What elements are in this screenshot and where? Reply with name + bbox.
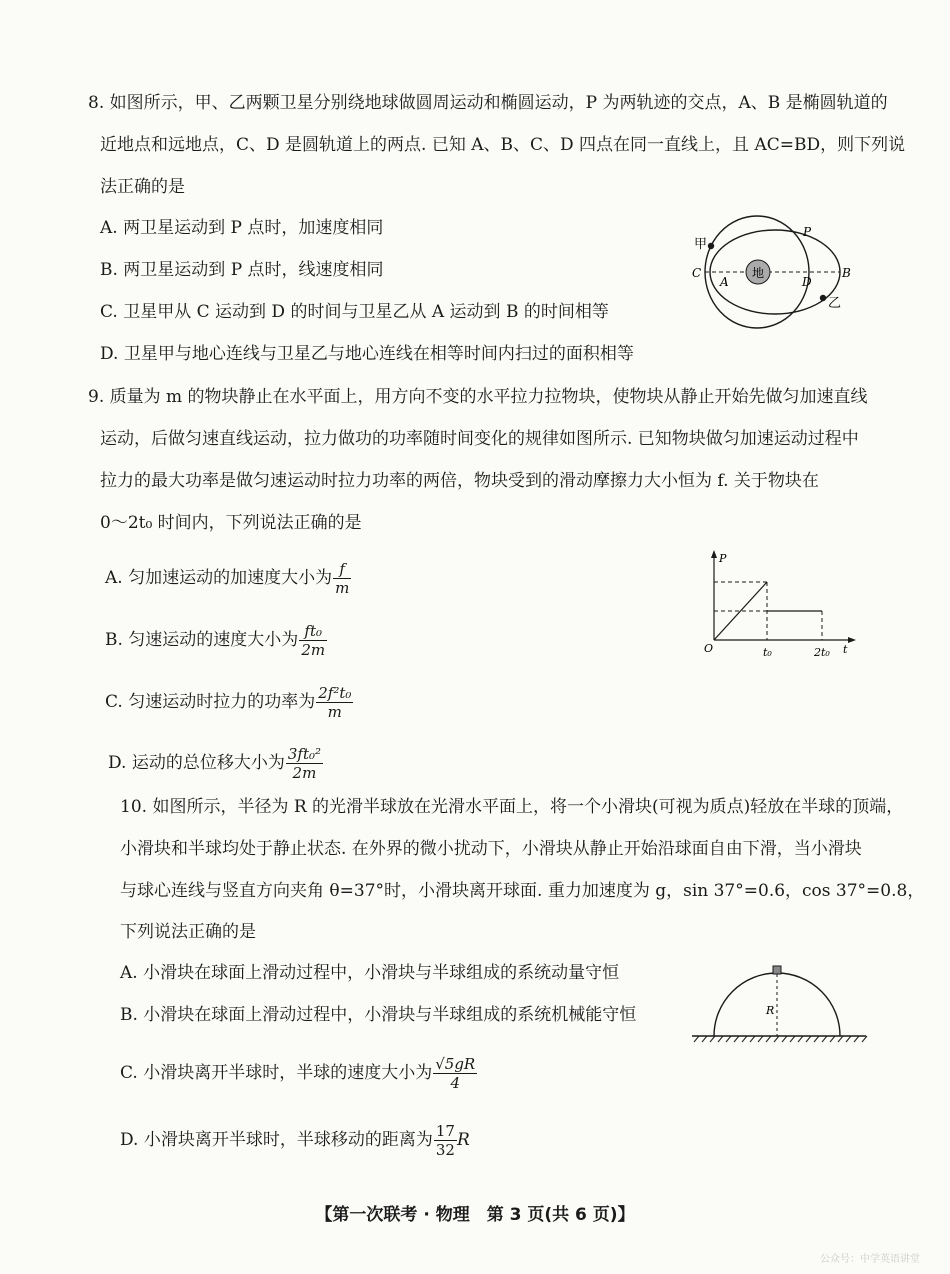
earth-label: 地 (751, 266, 765, 280)
q8-option-b: B. 两卫星运动到 P 点时，线速度相同 (100, 260, 384, 280)
q10-option-c-fraction (433, 1055, 477, 1092)
small-block (773, 966, 781, 974)
q8-option-c: C. 卫星甲从 C 运动到 D 的时间与卫星乙从 A 运动到 B 的时间相等 (100, 302, 609, 322)
q9-option-b (105, 622, 327, 659)
numerator: f (333, 560, 351, 579)
y-axis-arrow (711, 550, 717, 558)
q10-option-d-text: D. 小滑块离开半球时，半球移动的距离为 (120, 1130, 433, 1150)
q10-stem-line-1: 10. 如图所示，半径为 R 的光滑半球放在光滑水平面上，将一个小滑块(可视为质点)轻放在半球的顶端， (120, 797, 904, 817)
q10-hemisphere-figure (688, 960, 870, 1050)
label-b: B (842, 266, 851, 280)
label-yi: 乙 (828, 296, 842, 311)
label-origin: O (704, 642, 714, 655)
denominator: m (335, 579, 350, 597)
q8-option-d: D. 卫星甲与地心连线与卫星乙与地心连线在相等时间内扫过的面积相等 (100, 344, 634, 364)
numerator: ft₀ (299, 622, 327, 641)
q9-stem-line-2: 运动，后做匀速直线运动，拉力做功的功率随时间变化的规律如图所示. 已知物块做匀加速运动过程中 (100, 429, 859, 449)
page-footer: 【第一次联考 · 物理 第 3 页(共 6 页)】 (315, 1205, 635, 1225)
label-r: R (766, 1004, 775, 1017)
numerator: 2f²t₀ (318, 684, 352, 702)
q9-option-b-text: B. 匀速运动的速度大小为 (105, 630, 299, 650)
q9-option-d-text: D. 运动的总位移大小为 (108, 753, 285, 773)
label-t-axis: t (843, 643, 848, 656)
q9-stem-line-1: 9. 质量为 m 的物块静止在水平面上，用方向不变的水平拉力拉物块，使物块从静止开始先做匀加速直线 (88, 387, 868, 407)
q8-orbit-figure (685, 212, 860, 337)
q10-stem-line-3: 与球心连线与竖直方向夹角 θ=37°时，小滑块离开球面. 重力加速度为 g，sin 37°=0.6，cos 37°=0.8， (120, 881, 925, 901)
label-a: A (720, 275, 729, 289)
numerator: 17 (435, 1122, 455, 1140)
x-axis-arrow (848, 637, 856, 643)
q9-option-c (105, 684, 353, 721)
label-2t0: 2t₀ (814, 646, 830, 659)
q9-option-c-text: C. 匀速运动时拉力的功率为 (105, 692, 316, 712)
q8-stem-line-3: 法正确的是 (100, 177, 185, 197)
denominator: 4 (450, 1074, 460, 1092)
q10-stem-line-2: 小滑块和半球均处于静止状态. 在外界的微小扰动下，小滑块从静止开始沿球面自由下滑，当小滑块 (120, 839, 862, 859)
q9-option-d-fraction (286, 745, 323, 782)
q10-option-a: A. 小滑块在球面上滑动过程中，小滑块与半球组成的系统动量守恒 (120, 963, 620, 983)
q9-option-a-fraction (333, 560, 351, 597)
q10-option-c (120, 1055, 477, 1092)
watermark: 公众号：中学英语讲堂 (820, 1254, 920, 1265)
numerator: 3ft₀² (287, 745, 321, 763)
label-d: D (802, 275, 812, 289)
label-p-axis: P (719, 552, 727, 565)
ground-hatching (694, 1036, 867, 1042)
q10-option-b: B. 小滑块在球面上滑动过程中，小滑块与半球组成的系统机械能守恒 (120, 1005, 637, 1025)
q8-stem-line-2: 近地点和远地点，C、D 是圆轨道上的两点. 已知 A、B、C、D 四点在同一直线上，且 AC=BD，则下列说 (100, 135, 906, 155)
satellite-yi (820, 295, 826, 301)
q9-option-a (105, 560, 351, 597)
denominator: 2m (301, 641, 326, 659)
label-c: C (692, 266, 702, 280)
satellite-jia (708, 243, 714, 249)
q10-option-d-fraction (434, 1122, 457, 1159)
q9-stem-line-3: 拉力的最大功率是做匀速运动时拉力功率的两倍，物块受到的滑动摩擦力大小恒为 f. 关于物块在 (100, 471, 819, 491)
q10-option-d (120, 1122, 470, 1159)
q9-option-d (108, 745, 323, 782)
denominator: 2m (292, 764, 317, 782)
q10-stem-line-4: 下列说法正确的是 (120, 922, 256, 942)
q10-option-c-text: C. 小滑块离开半球时，半球的速度大小为 (120, 1063, 433, 1083)
q9-power-time-graph (700, 548, 865, 663)
q8-stem-line-1: 8. 如图所示，甲、乙两颗卫星分别绕地球做圆周运动和椭圆运动，P 为两轨迹的交点，A、B 是椭圆轨道的 (88, 93, 888, 113)
denominator: 32 (435, 1141, 455, 1159)
label-jia: 甲 (694, 237, 708, 252)
denominator: m (327, 703, 342, 721)
q9-option-b-fraction (299, 622, 327, 659)
q8-option-a: A. 两卫星运动到 P 点时，加速度相同 (100, 218, 384, 238)
label-t0: t₀ (763, 646, 772, 659)
q9-option-a-text: A. 匀加速运动的加速度大小为 (105, 568, 333, 588)
q9-option-c-fraction (316, 684, 353, 721)
q10-option-d-suffix: R (456, 1130, 470, 1150)
q9-stem-line-4: 0～2t₀ 时间内，下列说法正确的是 (100, 513, 362, 533)
numerator: √5gR (435, 1055, 476, 1073)
label-p: P (803, 225, 812, 239)
